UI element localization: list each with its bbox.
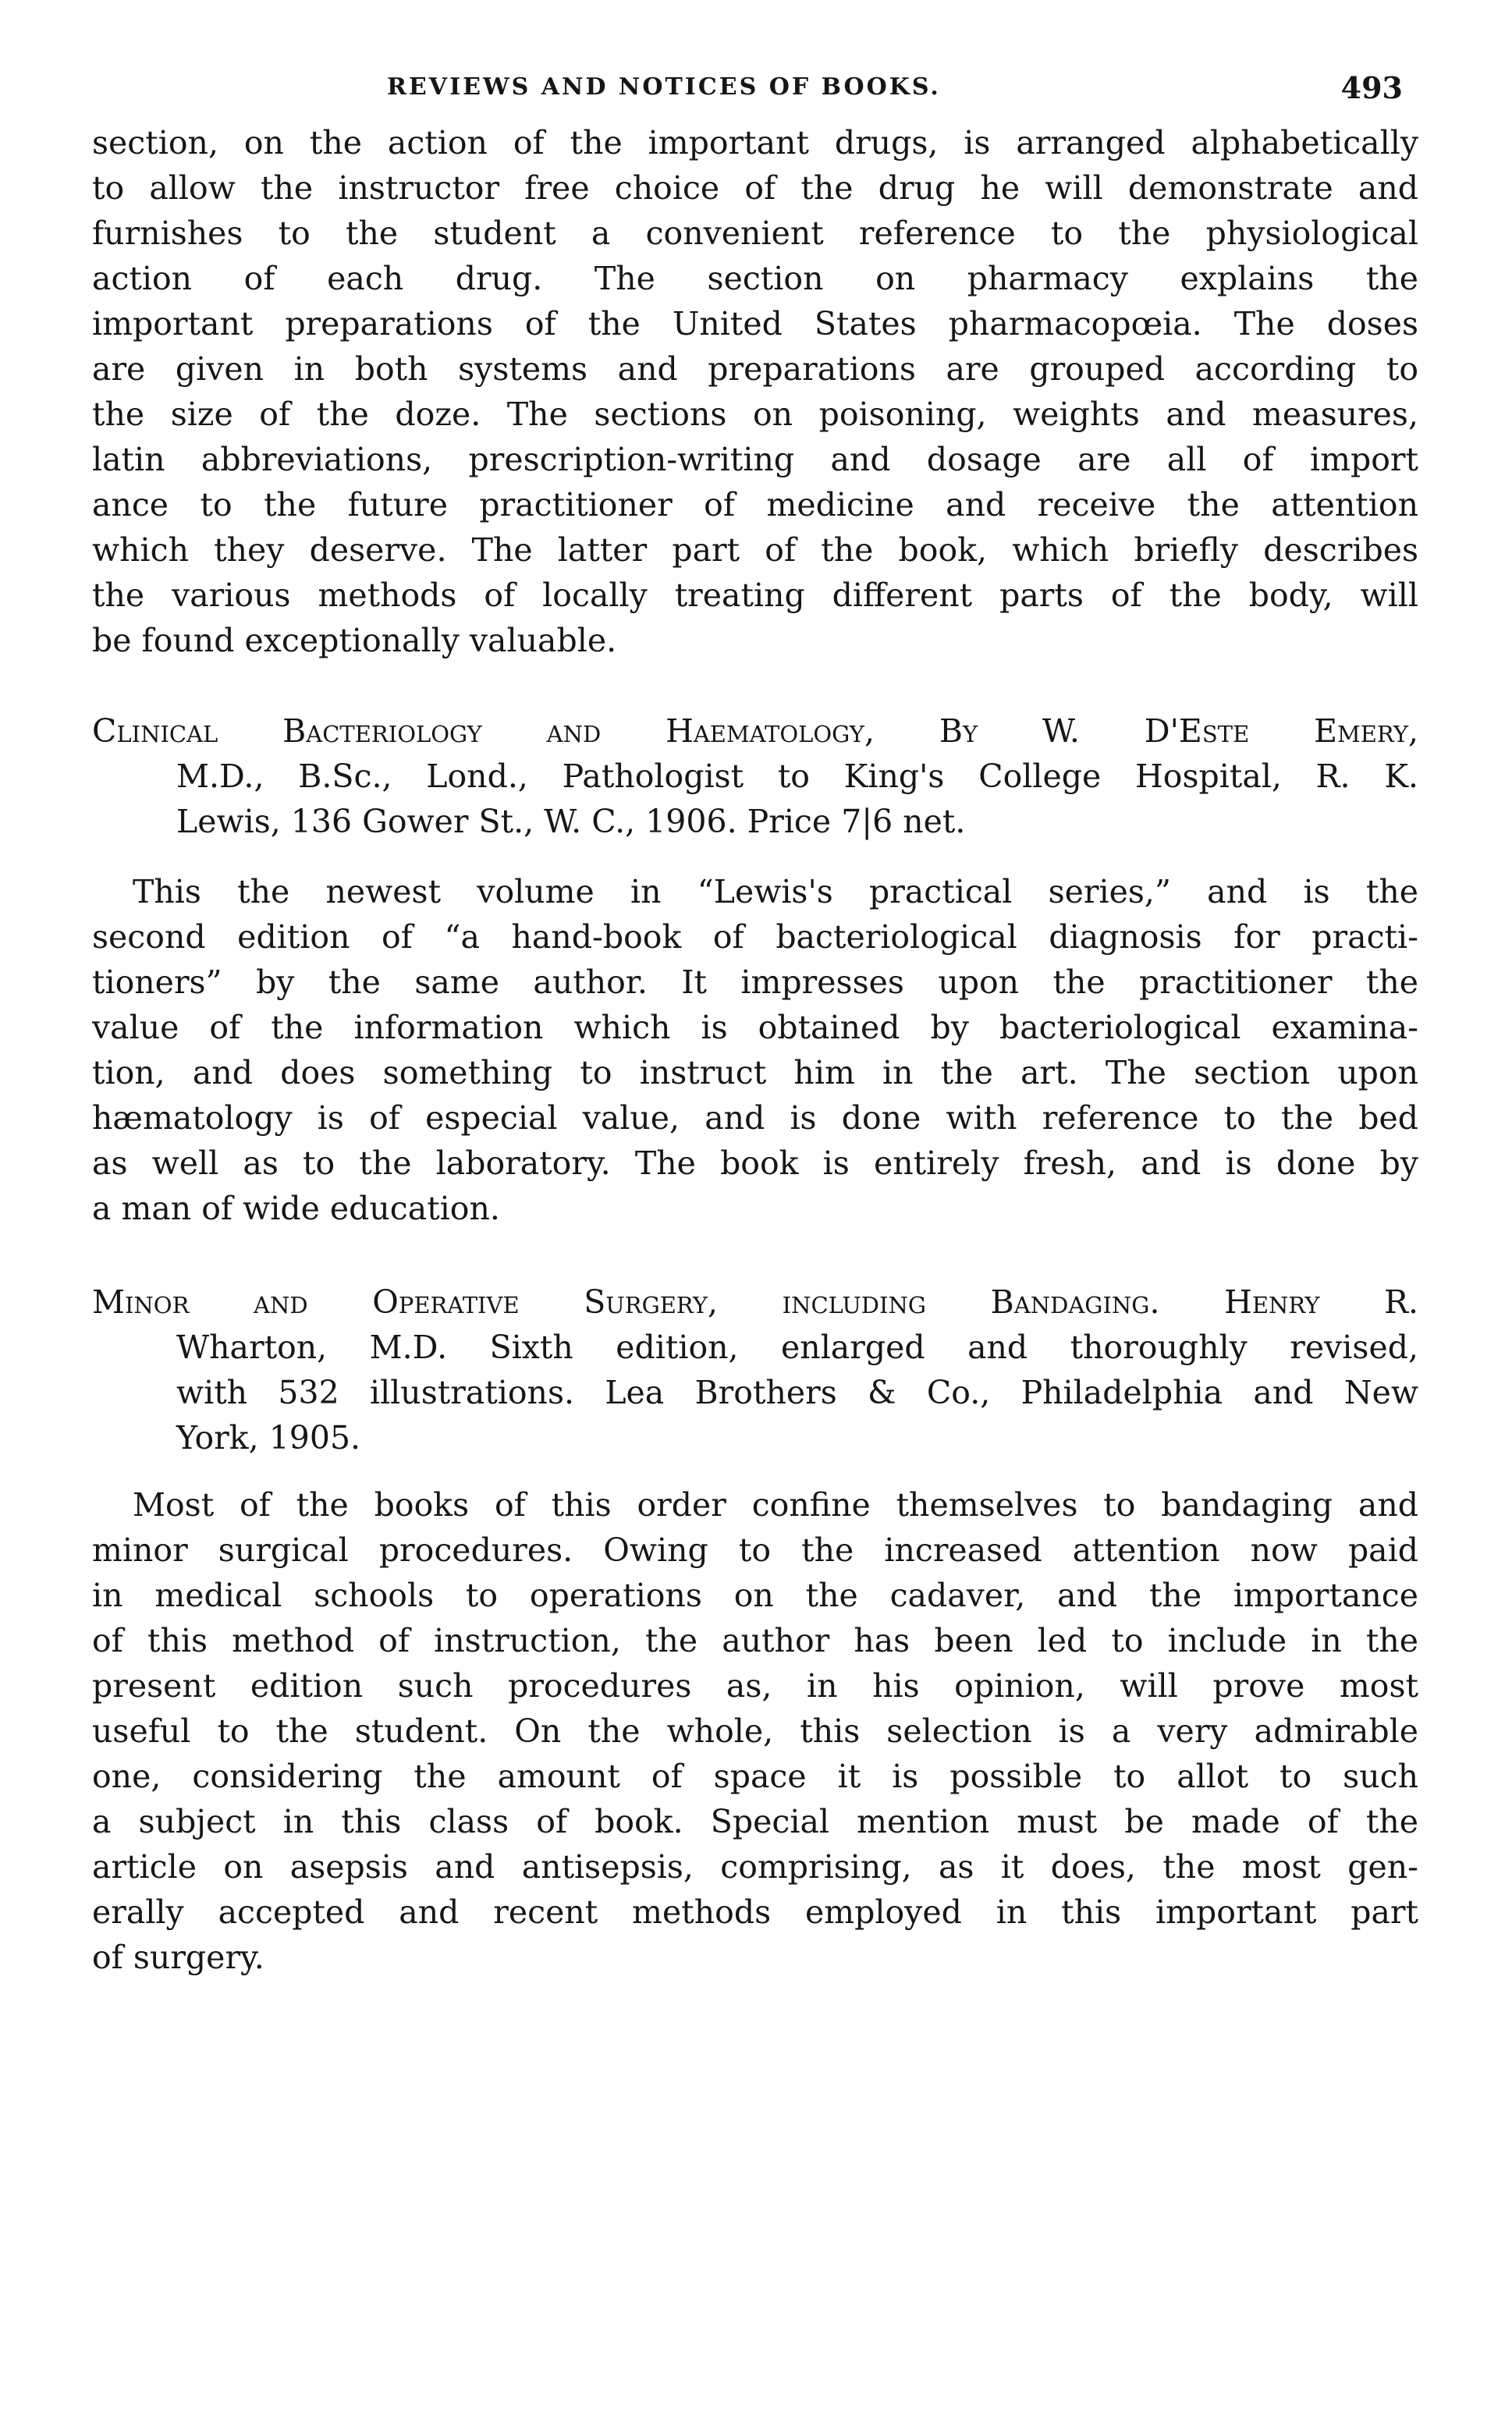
heading-line: Minor and Operative Surgery, including Bandaging. Henry R.: [92, 1283, 1418, 1321]
heading-line: M.D., B.Sc., Lond., Pathologist to King's College Hospital, R. K.: [176, 758, 1418, 795]
document-page: [92, 70, 1418, 1980]
text-line: latin abbreviations, prescription-writing and dosage are all of import: [92, 441, 1418, 478]
text-line: one, considering the amount of space it is possible to allot to such: [92, 1758, 1418, 1795]
text-line: section, on the action of the important drugs, is arranged alphabetically: [92, 124, 1418, 161]
text-line: article on asepsis and antisepsis, comprising, as it does, the most gen-: [92, 1848, 1418, 1886]
text-line: action of each drug. The section on pharmacy explains the: [92, 260, 1418, 297]
review-heading-clinical-bacteriology: [92, 708, 1418, 844]
heading-line: York, 1905.: [176, 1419, 361, 1457]
text-line: in medical schools to operations on the cadaver, and the importance: [92, 1577, 1418, 1614]
text-line: the various methods of locally treating different parts of the body, will: [92, 577, 1418, 614]
text-line: of this method of instruction, the author has been led to include in the: [92, 1622, 1418, 1659]
running-title: REVIEWS AND NOTICES OF BOOKS.: [387, 73, 941, 101]
heading-line: Lewis, 136 Gower St., W. C., 1906. Price 7|6 net.: [176, 803, 966, 840]
text-line: which they deserve. The latter part of the book, which briefly describes: [92, 531, 1418, 569]
text-line: erally accepted and recent methods employed in this important part: [92, 1893, 1418, 1931]
text-line: value of the information which is obtained by bacteriological examina-: [92, 1009, 1418, 1046]
text-line: present edition such procedures as, in his opinion, will prove most: [92, 1667, 1418, 1705]
text-line: useful to the student. On the whole, this selection is a very admirable: [92, 1712, 1418, 1750]
text-line: be found exceptionally valuable.: [92, 622, 617, 659]
text-line: to allow the instructor free choice of the drug he will demonstrate and: [92, 169, 1418, 207]
text-line: the size of the doze. The sections on poisoning, weights and measures,: [92, 396, 1418, 433]
heading-line: Clinical Bacteriology and Haematology, By W. D'Este Emery,: [92, 712, 1418, 750]
text-line: Most of the books of this order confine themselves to bandaging and: [133, 1486, 1418, 1524]
heading-line: Wharton, M.D. Sixth edition, enlarged and thoroughly revised,: [176, 1329, 1418, 1366]
text-line: important preparations of the United States pharmacopœia. The doses: [92, 305, 1418, 342]
text-line: minor surgical procedures. Owing to the increased attention now paid: [92, 1531, 1418, 1569]
review-body-clinical-bacteriology: [92, 869, 1418, 1231]
text-line: This the newest volume in “Lewis's practical series,” and is the: [133, 873, 1418, 910]
text-line: ance to the future practitioner of medicine and receive the attention: [92, 486, 1418, 523]
review-heading-minor-operative-surgery: [92, 1279, 1418, 1460]
text-line: furnishes to the student a convenient reference to the physiological: [92, 215, 1418, 252]
text-line: as well as to the laboratory. The book is entirely fresh, and is done by: [92, 1144, 1418, 1182]
heading-line: with 532 illustrations. Lea Brothers & Co., Philadelphia and New: [176, 1374, 1418, 1411]
text-line: a subject in this class of book. Special mention must be made of the: [92, 1803, 1418, 1840]
review-body-minor-operative-surgery: [92, 1482, 1418, 1980]
text-line: of surgery.: [92, 1939, 264, 1976]
text-line: are given in both systems and preparations are grouped according to: [92, 350, 1418, 388]
text-line: second edition of “a hand-book of bacteriological diagnosis for practi-: [92, 918, 1418, 956]
text-line: a man of wide education.: [92, 1190, 500, 1227]
text-line: tioners” by the same author. It impresses upon the practitioner the: [92, 963, 1418, 1001]
running-head: [92, 70, 1418, 120]
continued-review-paragraph: [92, 120, 1418, 663]
page-number: 493: [1340, 70, 1403, 105]
text-line: tion, and does something to instruct him in the art. The section upon: [92, 1054, 1418, 1091]
text-line: hæmatology is of especial value, and is done with reference to the bed: [92, 1099, 1418, 1137]
